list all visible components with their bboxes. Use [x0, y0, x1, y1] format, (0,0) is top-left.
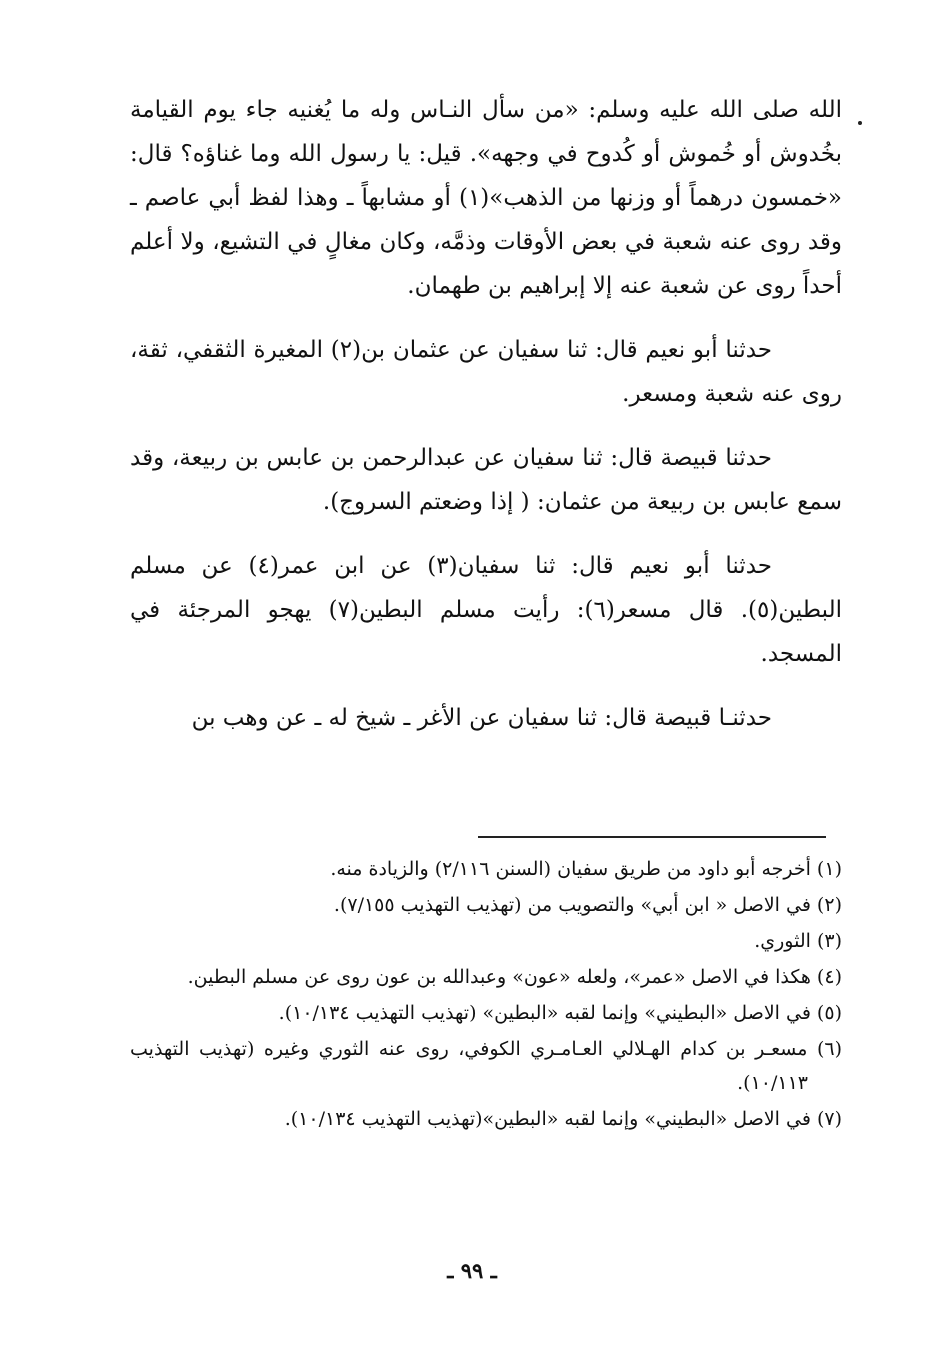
footnotes [130, 852, 842, 1138]
footnote-3: (٣) الثوري. [754, 930, 842, 952]
paragraph-4: حدثنا أبو نعيم قال: ثنا سفيان(٣) عن ابن عمر(٤) عن مسلم البطين(٥). قال مسعر(٦): رأيت مسلم البطين(٧) يهجو المرجئة في المسجد. [130, 553, 842, 667]
footnote-2: (٢) في الاصل « ابن أبي» والتصويب من (تهذيب التهذيب ٧/١٥٥). [333, 894, 842, 916]
footnote-6: (٦) مسعـر بن كدام الهـلالي العـامـري الكوفي، روى عنه الثوري وغيره (تهذيب التهذيب ١٠/١١٣). [130, 1038, 842, 1094]
footnote-5: (٥) في الاصل «البطيني» وإنما لقبه «البطين» (تهذيب التهذيب ١٠/١٣٤). [278, 1002, 842, 1024]
paragraph-2: حدثنا أبو نعيم قال: ثنا سفيان عن عثمان بن(٢) المغيرة الثقفي، ثقة، روى عنه شعبة ومسعر. [130, 337, 842, 407]
paragraph-1: الله صلى الله عليه وسلم: «من سأل النـاس وله ما يُغنيه جاء يوم القيامة بخُدوش أو خُموش أو كُدوح في وجهه». قيل: يا رسول الله وما غناؤه؟ قال: «خمسون درهماً أو وزنها من الذهب»(١) أو مشابهاً ـ وهذا لفظ أبي عاصم ـ وقد روى عنه شعبة في بعض الأوقات وذمَّه، وكان مغالٍ في التشيع، ولا أعلم أحداً روى عن شعبة عنه إلا إبراهيم بن طهمان. [130, 97, 842, 299]
paragraph-3: حدثنا قبيصة قال: ثنا سفيان عن عبدالرحمن بن عابس بن ربيعة، وقد سمع عابس بن ربيعة من عثمان: ( إذا وضعتم السروج). [130, 445, 842, 515]
footnote-1: (١) أخرجه أبو داود من طريق سفيان (السنن ٢/١١٦) والزيادة منه. [330, 858, 842, 880]
ink-dot [858, 121, 862, 125]
footnote-4: (٤) هكذا في الاصل «عمر»، ولعله «عون» وعبدالله بن عون روى عن مسلم البطين. [187, 966, 842, 988]
footnote-7: (٧) في الاصل «البطيني» وإنما لقبه «البطين»(تهذيب التهذيب ١٠/١٣٤). [284, 1108, 842, 1130]
footnote-separator [478, 836, 826, 838]
paragraph-5: حدثنـا قبيصة قال: ثنا سفيان عن الأغر ـ شيخ له ـ عن وهب بن [191, 705, 772, 731]
main-text [130, 88, 842, 760]
page-number: ـ ٩٩ ـ [447, 1258, 497, 1283]
